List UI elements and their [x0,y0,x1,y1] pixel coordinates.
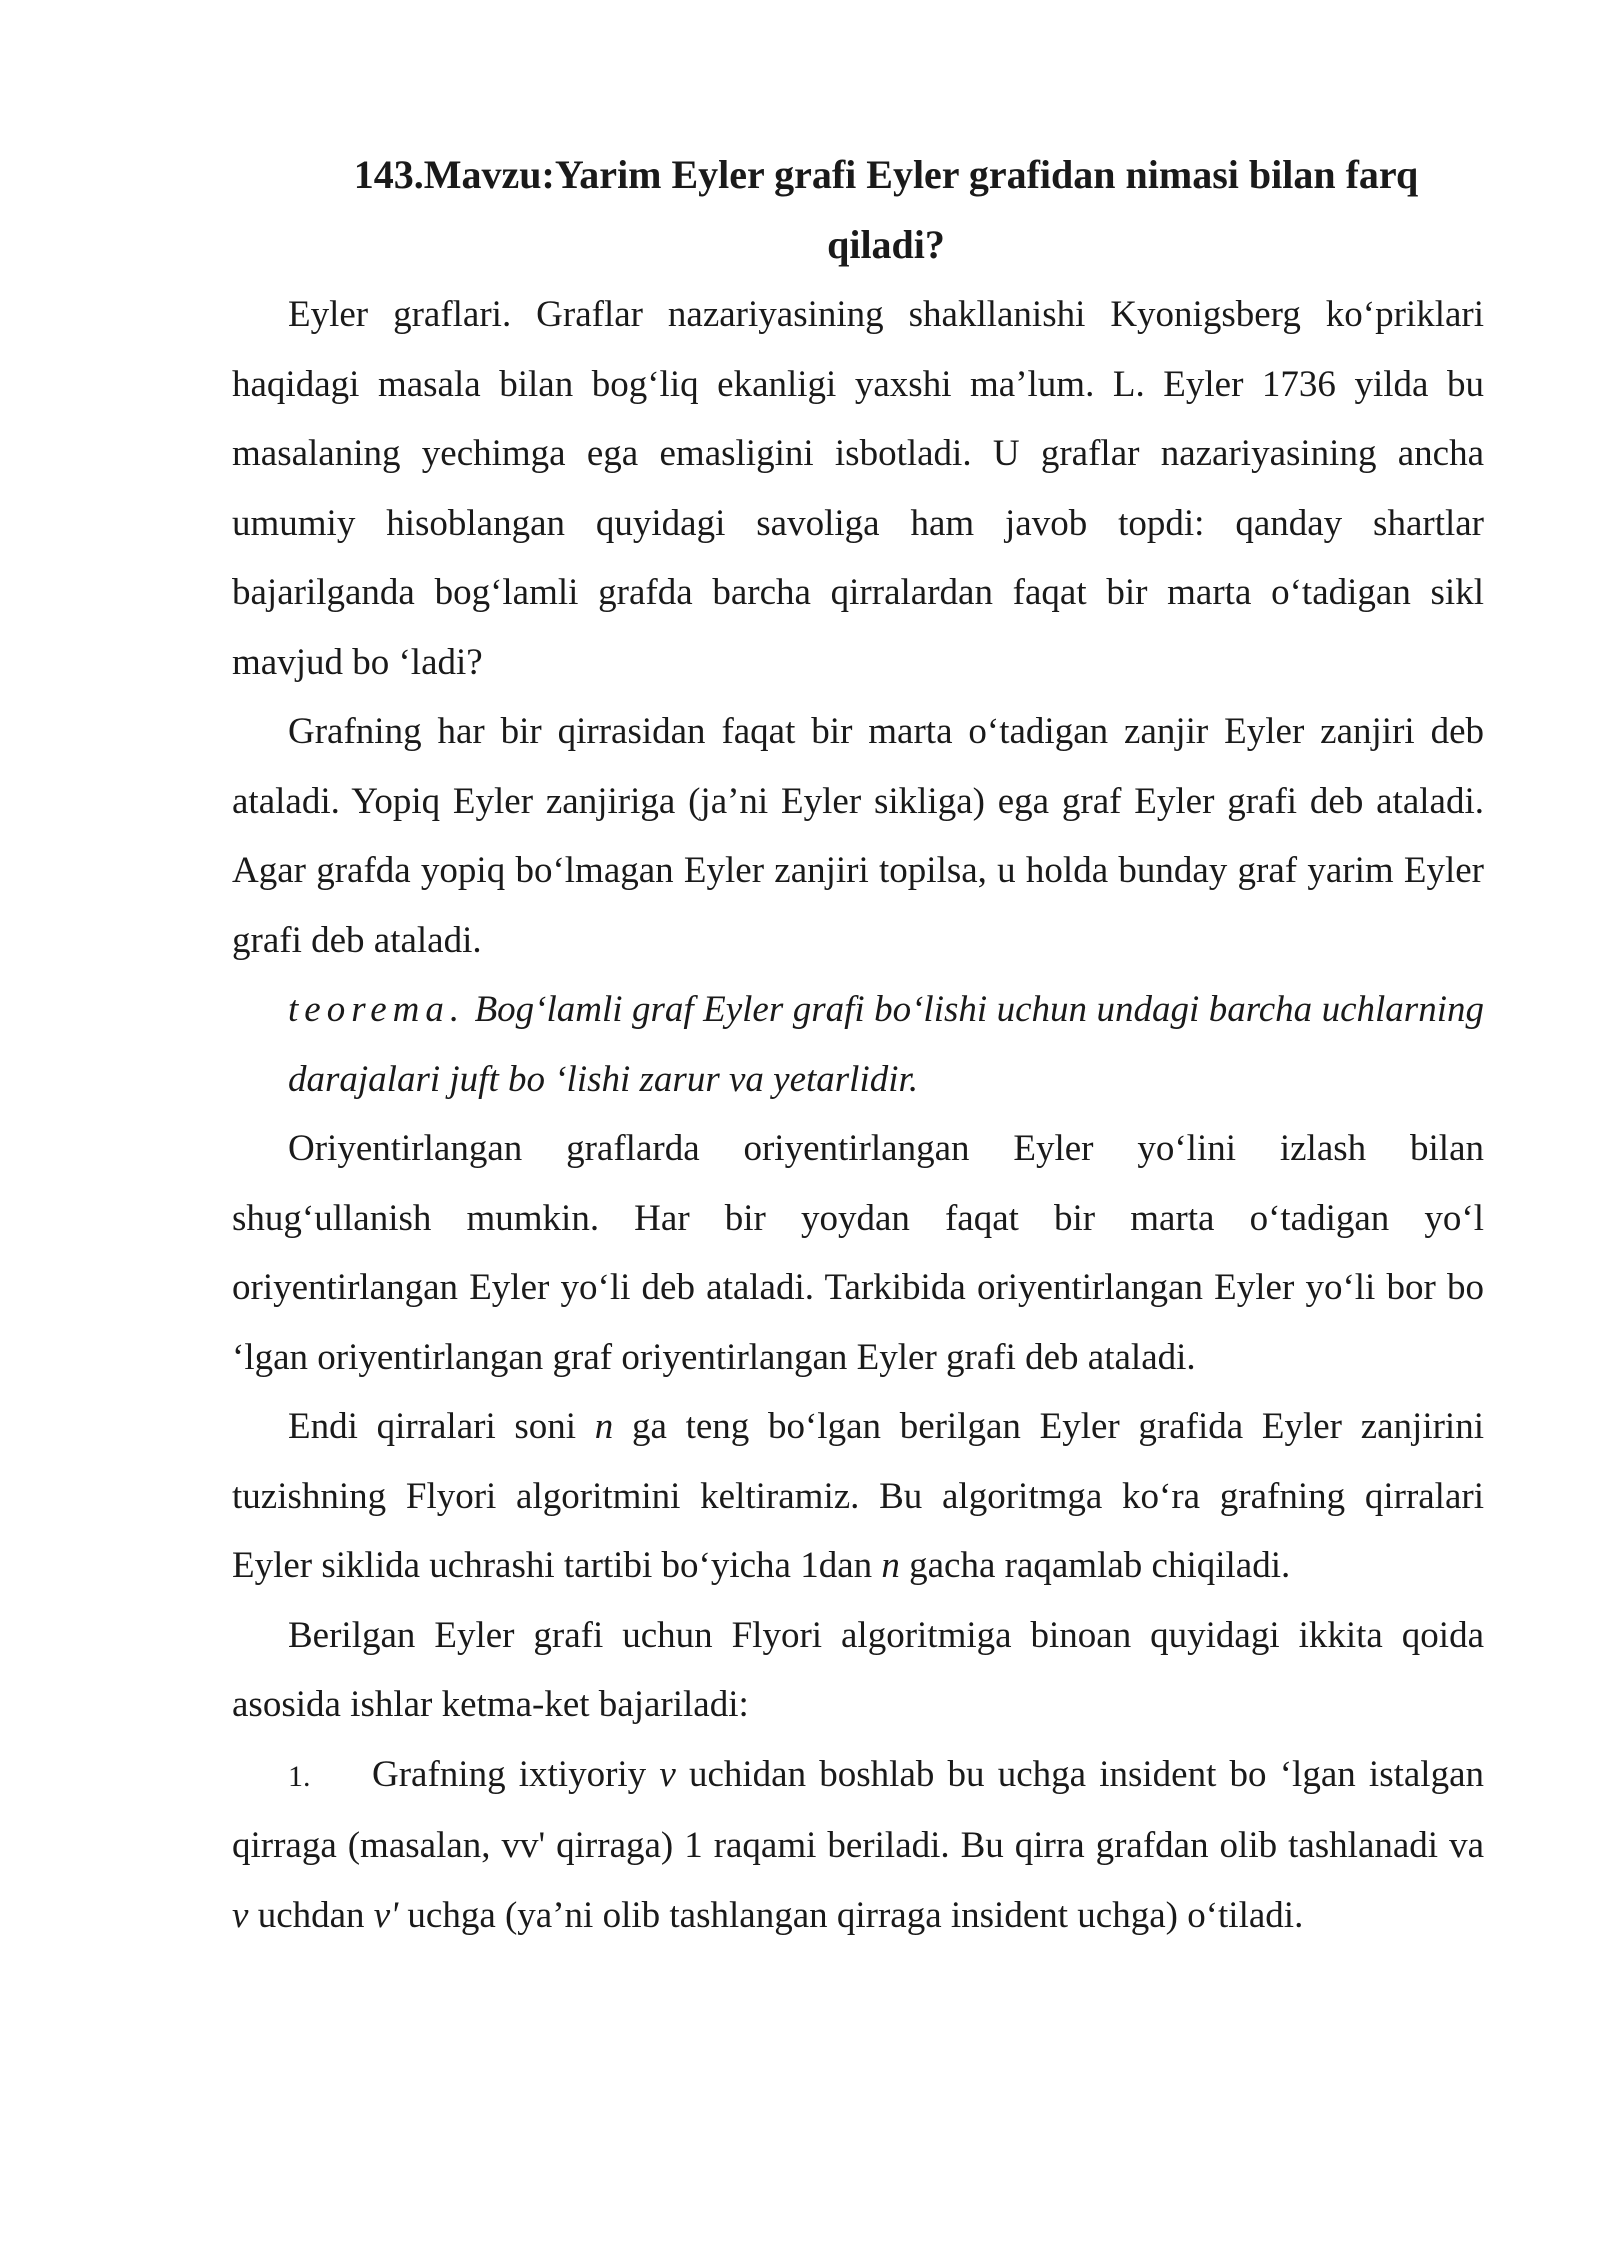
math-n: n [594,1406,614,1447]
list-item-1 [232,1740,1484,1951]
paragraph-eyler-graflari: Eyler graflari. Graflar nazariyasining shakllanishi Kyonigsberg ko‘priklari haqidagi masala bilan bog‘liq ekanligi yaxshi ma’lum. L. Eyler 1736 yilda bu masalaning yechimga ega emasligini isbotladi. U graflar nazariyasining ancha umumiy hisoblangan quyidagi savoliga ham javob topdi: qanday shartlar bajarilganda bog‘lamli grafda barcha qirralardan faqat bir marta o‘tadigan sikl mavjud bo ‘ladi? [232,294,1484,683]
text-run: uchidan boshlab bu uchga insident bo ‘lgan istalgan qirraga (masalan, vv' qirraga) 1 raqami beriladi. Bu qirra grafdan olib tashlanadi va [232,1753,1484,1866]
theorem [232,975,1484,1114]
text-run: ga teng bo‘lgan berilgan Eyler grafida Eyler zanjirini tuzishning Flyori algoritmini keltiramiz. Bu algoritmga ko‘ra grafning qirralari Eyler siklida uchrashi tartibi bo‘yicha 1dan [232,1406,1484,1586]
text-run: gacha raqamlab chiqiladi. [899,1545,1291,1586]
theorem-label: teorema. [288,989,466,1030]
title-line-1: 143.Mavzu:Yarim Eyler grafi Eyler grafidan nimasi bilan farq [353,152,1419,197]
paragraph-eyler-zanjiri: Grafning har bir qirrasidan faqat bir marta o‘tadigan zanjir Eyler zanjiri deb ataladi. Yopiq Eyler zanjiriga (ja’ni Eyler sikliga) ega graf Eyler grafi deb ataladi. Agar grafda yopiq bo‘lmagan Eyler zanjiri topilsa, u holda bunday graf yarim Eyler grafi deb ataladi. [232,711,1484,961]
paragraph-oriyentirlangan: Oriyentirlangan graflarda oriyentirlangan Eyler yo‘lini izlash bilan shug‘ullanish mumkin. Har bir yoydan faqat bir marta o‘tadigan yo‘l oriyentirlangan Eyler yo‘li deb ataladi. Tarkibida oriyentirlangan Eyler yo‘li bor bo ‘lgan oriyentirlangan graf oriyentirlangan Eyler grafi deb ataladi. [232,1128,1484,1378]
text-run: uchga (ya’ni olib tashlangan qirraga insident uchga) o‘tiladi. [398,1894,1304,1936]
list-number: 1. [288,1759,311,1793]
theorem-text: Bog‘lamli graf Eyler grafi bo‘lishi uchun undagi barcha uchlarning darajalari juft bo ‘lishi zarur va yetarlidir. [288,989,1484,1100]
paragraph-qoidalar: Berilgan Eyler grafi uchun Flyori algoritmiga binoan quyidagi ikkita qoida asosida ishlar ketma-ket bajariladi: [232,1614,1484,1725]
document-page [232,140,1484,1950]
math-v-prime: v' [373,1894,399,1936]
text-run: Endi qirralari soni [288,1406,595,1447]
math-v: v [659,1753,676,1795]
document-title [232,140,1484,280]
text-run: Grafning ixtiyoriy [372,1753,660,1795]
math-n: n [881,1545,900,1586]
title-line-2: qiladi? [827,222,945,267]
math-v: v [232,1894,249,1936]
text-run: uchdan [248,1894,374,1936]
paragraph-flyori-intro [232,1392,1484,1601]
